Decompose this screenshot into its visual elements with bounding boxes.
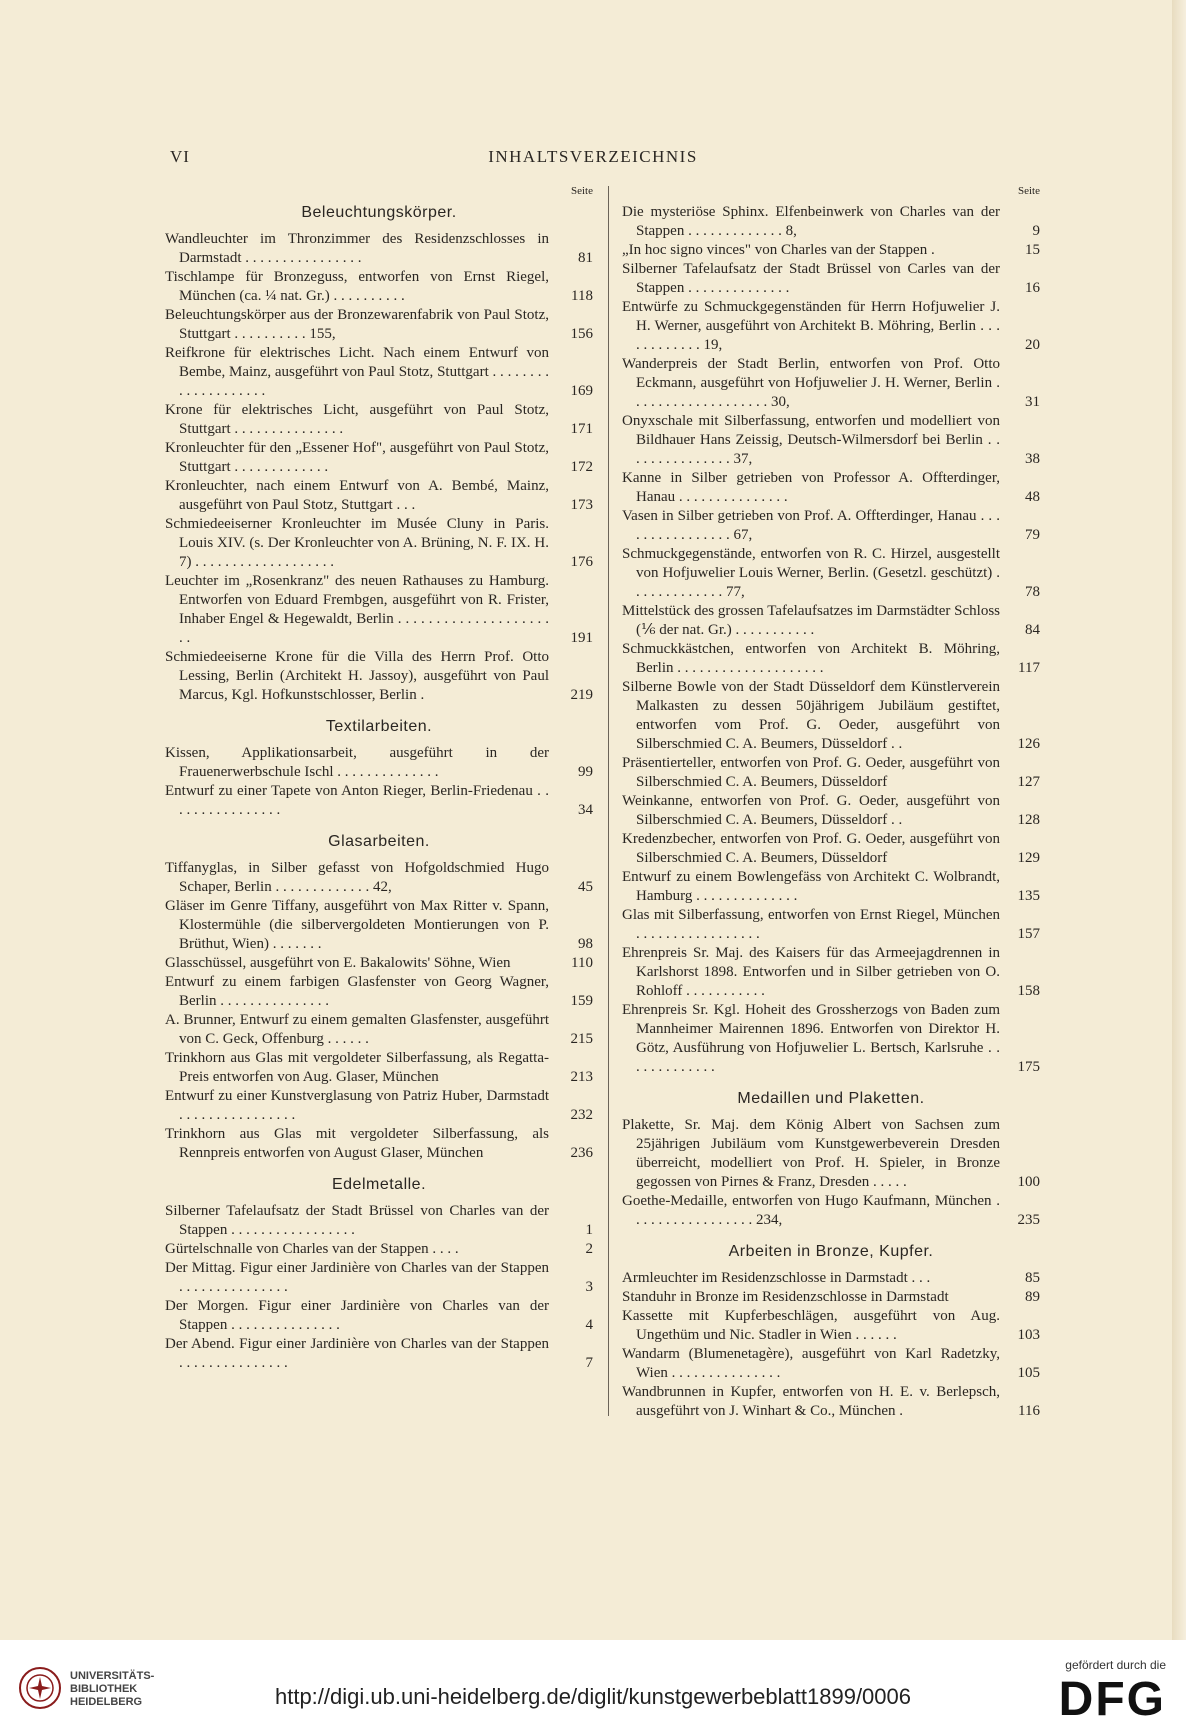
toc-entry[interactable] — [622, 507, 1040, 545]
toc-entry[interactable] — [622, 792, 1040, 830]
toc-entry-page: 127 — [1017, 774, 1040, 790]
toc-entry-page: 118 — [571, 288, 593, 304]
toc-entry-text: Tischlampe für Bronzeguss, entworfen von Ernst Riegel, München (ca. ¼ nat. Gr.) . . . . . . . . . . — [165, 269, 549, 304]
toc-entry-text: Wanderpreis der Stadt Berlin, entworfen von Prof. Otto Eckmann, ausgeführt von Hofjuwelier J. H. Werner, Berlin . . . . . . . . . . . . . . . . . . . 30, — [622, 356, 1000, 410]
toc-entry[interactable] — [622, 1307, 1040, 1345]
page-title: INHALTSVERZEICHNIS — [488, 147, 698, 166]
toc-entry-text: Kanne in Silber getrieben von Professor A. Offterdinger, Hanau . . . . . . . . . . . . . . . — [622, 470, 1000, 505]
seite-label: Seite — [571, 185, 593, 197]
section-heading: Medaillen und Plaketten. — [737, 1090, 925, 1107]
toc-entry-text: Ehrenpreis Sr. Kgl. Hoheit des Grossherzogs von Baden zum Mannheimer Mairennen 1896. Entworfen von Direktor H. Götz, Ausführung von Hofjuwelier L. Bertsch, Karlsruhe . . . . . . . . . . . . . — [622, 1002, 1000, 1075]
toc-entry-page: 110 — [571, 955, 593, 971]
toc-entry[interactable] — [165, 648, 593, 705]
toc-entry[interactable] — [165, 1297, 593, 1335]
toc-entry-page: 191 — [570, 630, 593, 646]
toc-entry[interactable] — [622, 868, 1040, 906]
toc-entry-page: 103 — [1017, 1327, 1040, 1343]
source-url-link[interactable]: http://digi.ub.uni-heidelberg.de/diglit/kunstgewerbeblatt1899/0006 — [274, 1684, 911, 1709]
toc-entry[interactable] — [165, 230, 593, 268]
toc-entry-text: Die mysteriöse Sphinx. Elfenbeinwerk von Charles van der Stappen . . . . . . . . . . . . . 8, — [622, 204, 1000, 239]
toc-entry[interactable] — [622, 944, 1040, 1001]
toc-entry-page: 156 — [570, 326, 593, 342]
toc-entry[interactable] — [165, 439, 593, 477]
toc-entry-page: 1 — [585, 1222, 593, 1238]
toc-entry-text: Standuhr in Bronze im Residenzschlosse in Darmstadt — [622, 1289, 949, 1305]
toc-entry[interactable] — [622, 241, 1040, 260]
toc-entry-page: 4 — [585, 1317, 593, 1333]
toc-entry[interactable] — [622, 1383, 1040, 1421]
toc-entry-text: Glasschüssel, ausgeführt von E. Bakalowits' Söhne, Wien — [165, 955, 511, 971]
toc-entry-text: Schmiedeeiserne Krone für die Villa des Herrn Prof. Otto Lessing, Berlin (Architekt H. Jassoy), ausgeführt von Paul Marcus, Kgl. Hofkunstschlosser, Berlin . — [165, 649, 549, 703]
toc-entry-page: 98 — [578, 936, 593, 952]
section-heading: Edelmetalle. — [331, 1176, 427, 1193]
library-line: BIBLIOTHEK — [70, 1683, 138, 1695]
toc-entry-page: 159 — [570, 993, 593, 1009]
toc-entry-page: 215 — [570, 1031, 593, 1047]
toc-entry[interactable] — [165, 515, 593, 572]
toc-entry-text: Trinkhorn aus Glas mit vergoldeter Silberfassung, als Regatta-Preis entworfen von Aug. Glaser, München — [165, 1050, 549, 1085]
toc-entry-text: Onyxschale mit Silberfassung, entworfen und modelliert von Bildhauer Hans Zeissig, Deutsch-Wilmersdorf bei Berlin . . . . . . . . . . . . . . . 37, — [622, 413, 1000, 467]
toc-entry-page: 7 — [585, 1355, 593, 1371]
toc-entry[interactable] — [622, 1001, 1040, 1077]
toc-entry-text: Vasen in Silber getrieben von Prof. A. Offterdinger, Hanau . . . . . . . . . . . . . . . . 67, — [622, 508, 1000, 543]
toc-entry-text: Goethe-Medaille, entworfen von Hugo Kaufmann, München . . . . . . . . . . . . . . . . . 234, — [622, 1193, 1000, 1228]
toc-entry-page: 45 — [578, 879, 593, 895]
toc-entry[interactable] — [622, 545, 1040, 602]
toc-entry-page: 105 — [1017, 1365, 1040, 1381]
toc-entry[interactable] — [165, 782, 593, 820]
toc-entry-text: Gürtelschnalle von Charles van der Stappen . . . . — [165, 1241, 459, 1257]
toc-entry-page: 81 — [578, 250, 593, 266]
toc-entry-page: 48 — [1025, 489, 1040, 505]
toc-entry-text: Ehrenpreis Sr. Maj. des Kaisers für das Armeejagdrennen in Karlshorst 1898. Entworfen und in Silber getrieben von O. Rohloff . . . . . . . . . . . — [622, 945, 1000, 999]
toc-entry-text: Kronleuchter für den „Essener Hof", ausgeführt von Paul Stotz, Stuttgart . . . . . . . . . . . . . — [165, 440, 549, 475]
toc-entry[interactable] — [165, 1011, 593, 1049]
toc-entry[interactable] — [165, 1259, 593, 1297]
toc-entry-text: Kredenzbecher, entworfen von Prof. G. Oeder, ausgeführt von Silberschmied C. A. Beumers, Düsseldorf — [622, 831, 1000, 866]
toc-entry-page: 172 — [570, 459, 593, 475]
toc-entry-text: Krone für elektrisches Licht, ausgeführt von Paul Stotz, Stuttgart . . . . . . . . . . . . . . . — [165, 402, 549, 437]
toc-entry[interactable] — [165, 744, 593, 782]
toc-entry-page: 157 — [1017, 926, 1040, 942]
section-heading: Glasarbeiten. — [328, 833, 430, 850]
toc-entry[interactable] — [622, 1192, 1040, 1230]
toc-entry[interactable] — [165, 572, 593, 648]
toc-entry[interactable] — [622, 412, 1040, 469]
toc-entry-page: 232 — [570, 1107, 593, 1123]
dfg-logo: DFG — [1058, 1673, 1166, 1726]
toc-entry-text: Entwurf zu einer Tapete von Anton Rieger, Berlin-Friedenau . . . . . . . . . . . . . . . . — [165, 783, 549, 818]
toc-entry-text: Der Morgen. Figur einer Jardinière von Charles van der Stappen . . . . . . . . . . . . . . . — [165, 1298, 549, 1333]
section-heading: Textilarbeiten. — [325, 718, 433, 735]
toc-entry[interactable] — [165, 1202, 593, 1240]
toc-entry-text: Schmiedeeiserner Kronleuchter im Musée Cluny in Paris. Louis XIV. (s. Der Kronleuchter von A. Brüning, N. F. IX. H. 7) . . . . . . . . . . . . . . . . . . . — [165, 516, 549, 570]
toc-entry-text: Wandleuchter im Thronzimmer des Residenzschlosses in Darmstadt . . . . . . . . . . . . . . . . — [165, 231, 549, 266]
toc-entry-text: Der Abend. Figur einer Jardinière von Charles van der Stappen . . . . . . . . . . . . . . . — [165, 1336, 549, 1371]
toc-entry-page: 175 — [1017, 1059, 1040, 1075]
toc-entry-text: Plakette, Sr. Maj. dem König Albert von Sachsen zum 25jährigen Jubiläum vom Kunstgewerbeverein Dresden überreicht, modelliert von Prof. H. Spieler, in Bronze gegossen von Pirnes & Franz, Dresden . . . . . — [622, 1117, 1000, 1190]
toc-entry-text: Weinkanne, entworfen von Prof. G. Oeder, ausgeführt von Silberschmied C. A. Beumers, Düsseldorf . . — [622, 793, 1000, 828]
toc-entry-text: Gläser im Genre Tiffany, ausgeführt von Max Ritter v. Spann, Klostermühle (die silbervergoldeten Montierungen von P. Brüthut, Wien) . . . . . . . — [165, 898, 549, 952]
library-line: HEIDELBERG — [70, 1696, 143, 1708]
toc-entry-text: Der Mittag. Figur einer Jardinière von Charles van der Stappen . . . . . . . . . . . . . . . — [165, 1260, 549, 1295]
toc-entry-page: 219 — [570, 687, 593, 703]
toc-entry-text: Armleuchter im Residenzschlosse in Darmstadt . . . — [622, 1270, 931, 1286]
column-divider — [608, 186, 609, 1416]
toc-entry-page: 34 — [578, 802, 593, 818]
toc-entry[interactable] — [165, 268, 593, 306]
toc-entry-page: 2 — [585, 1241, 593, 1257]
toc-entry-text: Silberner Tafelaufsatz der Stadt Brüssel von Charles van der Stappen . . . . . . . . . . . . . . . . . — [165, 1203, 549, 1238]
toc-entry[interactable] — [622, 678, 1040, 754]
toc-entry-text: Entwürfe zu Schmuckgegenständen für Herrn Hofjuwelier J. H. Werner, ausgeführt von Architekt B. Möhring, Berlin . . . . . . . . . . . . 19, — [622, 299, 1000, 353]
toc-entry-text: Entwurf zu einer Kunstverglasung von Patriz Huber, Darmstadt . . . . . . . . . . . . . . . . — [165, 1088, 549, 1123]
toc-entry-text: Kronleuchter, nach einem Entwurf von A. Bembé, Mainz, ausgeführt von Paul Stotz, Stuttgart . . . — [165, 478, 549, 513]
toc-entry[interactable] — [165, 1049, 593, 1087]
toc-entry[interactable] — [165, 344, 593, 401]
library-line: UNIVERSITÄTS- — [70, 1670, 155, 1682]
toc-entry[interactable] — [622, 298, 1040, 355]
right-column — [622, 182, 1040, 1421]
toc-entry[interactable] — [165, 1125, 593, 1163]
toc-entry-text: Trinkhorn aus Glas mit vergoldeter Silberfassung, als Rennpreis entworfen von August Glaser, München — [165, 1126, 549, 1161]
toc-entry-page: 173 — [570, 497, 593, 513]
toc-entry-page: 3 — [585, 1279, 593, 1295]
toc-entry[interactable] — [622, 602, 1040, 640]
toc-entry[interactable] — [165, 1087, 593, 1125]
toc-entry[interactable] — [165, 1335, 593, 1373]
toc-entry-page: 116 — [1018, 1403, 1040, 1419]
toc-entry[interactable] — [622, 1345, 1040, 1383]
section-heading: Arbeiten in Bronze, Kupfer. — [728, 1243, 934, 1260]
toc-entry-page: 235 — [1017, 1212, 1040, 1228]
toc-entry-text: Tiffanyglas, in Silber gefasst von Hofgoldschmied Hugo Schaper, Berlin . . . . . . . . . . . . . 42, — [165, 860, 549, 895]
section-heading: Beleuchtungskörper. — [301, 204, 457, 221]
toc-entry[interactable] — [622, 355, 1040, 412]
toc-entry[interactable] — [165, 897, 593, 954]
toc-entry-page: 158 — [1017, 983, 1040, 999]
toc-entry-text: „In hoc signo vinces" von Charles van der Stappen . — [622, 242, 935, 258]
toc-entry[interactable] — [622, 1116, 1040, 1192]
toc-entry-page: 171 — [570, 421, 593, 437]
toc-entry-page: 84 — [1025, 622, 1040, 638]
toc-entry-text: Reifkrone für elektrisches Licht. Nach einem Entwurf von Bembe, Mainz, ausgeführt von Paul Stotz, Stuttgart . . . . . . . . . . . . . . . . . . . . — [165, 345, 549, 399]
page-edge — [1172, 0, 1186, 1640]
toc-entry-page: 9 — [1032, 223, 1040, 239]
toc-entry-page: 236 — [570, 1145, 593, 1161]
toc-entry[interactable] — [165, 1240, 593, 1259]
toc-entry[interactable] — [165, 859, 593, 897]
toc-entry-page: 99 — [578, 764, 593, 780]
toc-entry-text: Schmuckgegenstände, entworfen von R. C. Hirzel, ausgestellt von Hofjuwelier Louis Werner, Berlin. (Gesetzl. geschützt) . . . . . . . . . . . . . 77, — [622, 546, 1000, 600]
toc-entry-text: Silberne Bowle von der Stadt Düsseldorf dem Künstlerverein Malkasten zu dessen 50jährigem Jubiläum gestiftet, entworfen vom Prof. G. Oeder, ausgeführt von Silberschmied C. A. Beumers, Düsseldorf . . — [622, 679, 1000, 752]
toc-entry-page: 38 — [1025, 451, 1040, 467]
toc-entry-text: Wandbrunnen in Kupfer, entworfen von H. E. v. Berlepsch, ausgeführt von J. Winhart & Co., München . — [622, 1384, 1000, 1419]
toc-entry-text: Schmuckkästchen, entworfen von Architekt B. Möhring, Berlin . . . . . . . . . . . . . . . . . . . . — [622, 641, 1000, 676]
toc-entry-page: 20 — [1025, 337, 1040, 353]
toc-entry-text: Entwurf zu einem Bowlengefäss von Architekt C. Wolbrandt, Hamburg . . . . . . . . . . . . . . — [622, 869, 1000, 904]
toc-entry[interactable] — [165, 306, 593, 344]
toc-entry-page: 126 — [1017, 736, 1040, 752]
toc-entry-page: 16 — [1025, 280, 1040, 296]
toc-entry[interactable] — [622, 1269, 1040, 1288]
seite-label: Seite — [1018, 185, 1040, 197]
page-number: VI — [170, 147, 190, 166]
toc-entry-page: 79 — [1025, 527, 1040, 543]
toc-entry-text: Glas mit Silberfassung, entworfen von Ernst Riegel, München . . . . . . . . . . . . . . . . . — [622, 907, 1000, 942]
toc-entry-text: Entwurf zu einem farbigen Glasfenster von Georg Wagner, Berlin . . . . . . . . . . . . . . . — [165, 974, 549, 1009]
toc-entry-page: 169 — [570, 383, 593, 399]
toc-entry[interactable] — [622, 469, 1040, 507]
toc-entry-page: 117 — [1018, 660, 1040, 676]
toc-entry-page: 31 — [1025, 394, 1040, 410]
toc-entry[interactable] — [165, 954, 593, 973]
toc-entry-text: Mittelstück des grossen Tafelaufsatzes im Darmstädter Schloss (⅙ der nat. Gr.) . . . . . . . . . . . — [622, 603, 1000, 638]
toc-entry[interactable] — [622, 1288, 1040, 1307]
toc-entry-page: 15 — [1025, 242, 1040, 258]
toc-entry[interactable] — [622, 203, 1040, 241]
toc-entry-page: 85 — [1025, 1270, 1040, 1286]
toc-entry-text: Beleuchtungskörper aus der Bronzewarenfabrik von Paul Stotz, Stuttgart . . . . . . . . . . 155, — [165, 307, 549, 342]
toc-entry-text: A. Brunner, Entwurf zu einem gemalten Glasfenster, ausgeführt von C. Geck, Offenburg . . . . . . — [165, 1012, 549, 1047]
toc-entry[interactable] — [622, 906, 1040, 944]
toc-entry[interactable] — [165, 401, 593, 439]
toc-entry-page: 129 — [1017, 850, 1040, 866]
toc-entry-text: Präsentierteller, entworfen von Prof. G. Oeder, ausgeführt von Silberschmied C. A. Beumers, Düsseldorf — [622, 755, 1000, 790]
left-column — [165, 182, 593, 1373]
toc-entry[interactable] — [622, 830, 1040, 868]
toc-entry[interactable] — [622, 260, 1040, 298]
toc-entry-page: 128 — [1017, 812, 1040, 828]
footer-bar — [0, 1640, 1186, 1732]
toc-entry-text: Kissen, Applikationsarbeit, ausgeführt in der Frauenerwerbschule Ischl . . . . . . . . . . . . . . — [165, 745, 549, 780]
toc-entry-text: Silberner Tafelaufsatz der Stadt Brüssel von Carles van der Stappen . . . . . . . . . . . . . . — [622, 261, 1000, 296]
toc-entry[interactable] — [165, 973, 593, 1011]
toc-entry-page: 176 — [570, 554, 593, 570]
toc-entry-page: 100 — [1017, 1174, 1040, 1190]
toc-entry-text: Wandarm (Blumenetagère), ausgeführt von Karl Radetzky, Wien . . . . . . . . . . . . . . . — [622, 1346, 1000, 1381]
toc-entry-text: Kassette mit Kupferbeschlägen, ausgeführt von Aug. Ungethüm und Nic. Stadler in Wien . . . . . . — [622, 1308, 1000, 1343]
toc-entry-page: 213 — [570, 1069, 593, 1085]
toc-entry[interactable] — [165, 477, 593, 515]
toc-entry[interactable] — [622, 640, 1040, 678]
toc-entry-text: Leuchter im „Rosenkranz" des neuen Rathauses zu Hamburg. Entworfen von Eduard Frembgen, ausgeführt von R. Frister, Inhaber Engel & Hegewaldt, Berlin . . . . . . . . . . . . . . . . . . . . . . — [165, 573, 549, 646]
toc-entry-page: 89 — [1025, 1289, 1040, 1305]
funded-by-label: gefördert durch die — [1065, 1658, 1166, 1672]
toc-entry-page: 135 — [1017, 888, 1040, 904]
toc-entry[interactable] — [622, 754, 1040, 792]
toc-entry-page: 78 — [1025, 584, 1040, 600]
